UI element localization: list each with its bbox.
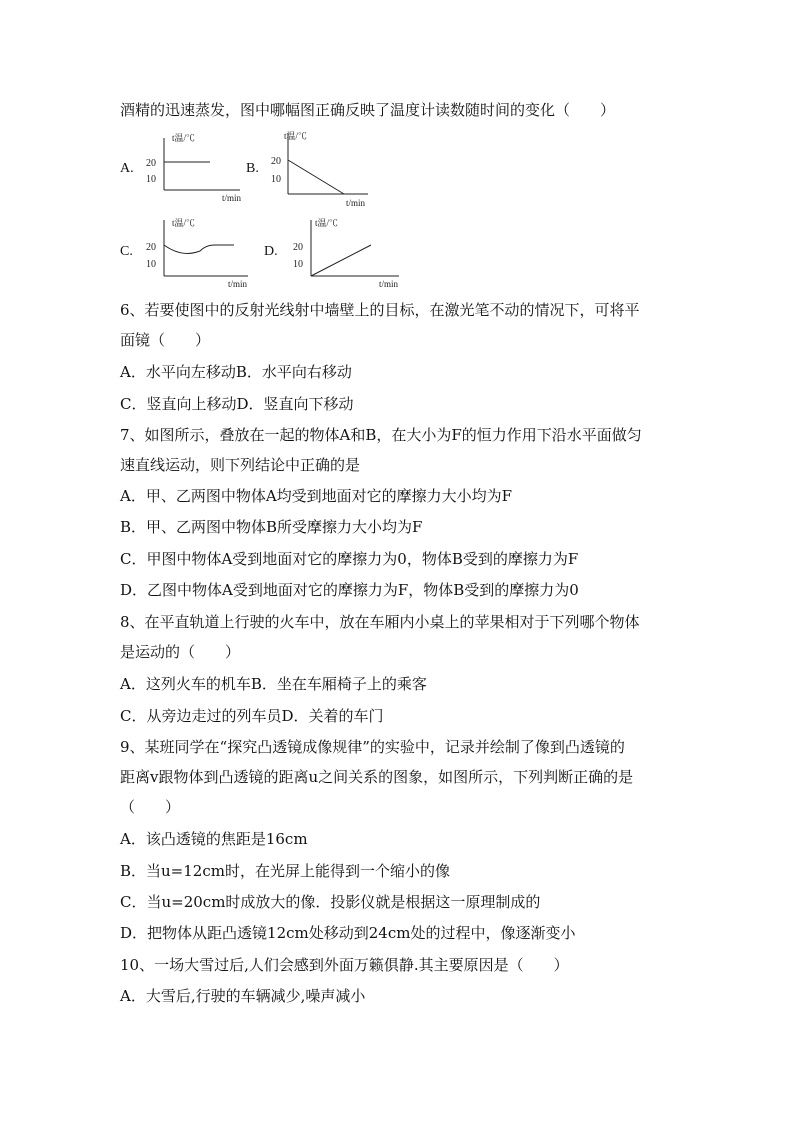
graph-c-tick-20: 20 (146, 242, 156, 253)
graph-c-xlabel: t/min (228, 279, 248, 289)
question-6-options-ab: A．水平向左移动B．水平向右移动 (120, 363, 352, 381)
option-c-letter: C. (120, 244, 133, 259)
question-5-stem: 酒精的迅速蒸发，图中哪幅图正确反映了温度计读数随时间的变化（ ） (120, 101, 616, 119)
question-7-option-b: B．甲、乙两图中物体B所受摩擦力大小均为F (120, 518, 423, 536)
graph-d-curve (311, 245, 371, 276)
question-7-line-2: 速直线运动，则下列结论中正确的是 (120, 456, 361, 474)
question-9-line-3: （ ） (120, 798, 181, 816)
graph-a-tick-20: 20 (146, 158, 156, 169)
question-9-line-1: 9、某班同学在“探究凸透镜成像规律”的实验中，记录并绘制了像到凸透镜的 (120, 738, 625, 756)
question-6-line-2: 面镜（ ） (120, 331, 211, 349)
question-8-line-1: 8、在平直轨道上行驶的火车中，放在车厢内小桌上的苹果相对于下列哪个物体 (120, 613, 640, 631)
graph-d-tick-10: 10 (293, 259, 303, 270)
question-9-line-2: 距离v跟物体到凸透镜的距离u之间关系的图象，如图所示，下列判断正确的是 (120, 768, 634, 786)
graph-d-xlabel: t/min (379, 279, 399, 289)
graph-c-tick-10: 10 (146, 259, 156, 270)
question-7-option-c: C．甲图中物体A受到地面对它的摩擦力为0，物体B受到的摩擦力为F (120, 550, 579, 568)
question-9-option-d: D．把物体从距凸透镜12cm处移动到24cm处的过程中，像逐渐变小 (120, 924, 576, 942)
option-a-letter: A. (120, 161, 134, 176)
question-7-option-a: A．甲、乙两图中物体A均受到地面对它的摩擦力大小均为F (120, 487, 513, 505)
option-d-letter: D. (264, 244, 278, 259)
graph-c-curve (164, 245, 234, 253)
question-10-line-1: 10、一场大雪过后,人们会感到外面万籁俱静.其主要原因是（ ） (120, 956, 569, 974)
question-8-options-cd: C．从旁边走过的列车员D．关着的车门 (120, 707, 384, 725)
question-7-option-d: D．乙图中物体A受到地面对它的摩擦力为F，物体B受到的摩擦力为0 (120, 581, 579, 599)
graph-c-ylabel: t温/℃ (172, 218, 196, 228)
graph-d (287, 214, 407, 289)
graph-a-ylabel: t温/℃ (172, 133, 196, 143)
question-9-option-b: B．当u=12cm时，在光屏上能得到一个缩小的像 (120, 862, 450, 880)
graph-b-xlabel: t/min (346, 198, 366, 208)
option-b-letter: B. (246, 161, 259, 176)
graph-a (140, 130, 250, 205)
graph-b-curve (288, 160, 344, 194)
question-10-option-a: A．大雪后,行驶的车辆减少,噪声减小 (120, 987, 366, 1005)
question-9-option-c: C．当u=20cm时成放大的像．投影仪就是根据这一原理制成的 (120, 893, 541, 911)
graph-a-xlabel: t/min (222, 193, 242, 203)
question-8-options-ab: A．这列火车的机车B．坐在车厢椅子上的乘客 (120, 675, 427, 693)
graph-d-tick-20: 20 (293, 242, 303, 253)
graph-a-tick-10: 10 (146, 174, 156, 185)
graph-b-ylabel: t温/℃ (284, 131, 308, 141)
question-8-line-2: 是运动的（ ） (120, 643, 241, 661)
question-7-line-1: 7、如图所示，叠放在一起的物体A和B，在大小为F的恒力作用下沿水平面做匀 (120, 426, 642, 444)
graph-b-tick-20: 20 (271, 156, 281, 167)
graph-b-tick-10: 10 (271, 174, 281, 185)
question-6-options-cd: C．竖直向上移动D．竖直向下移动 (120, 395, 354, 413)
question-9-option-a: A．该凸透镜的焦距是16cm (120, 830, 308, 848)
graph-b (268, 128, 378, 208)
graph-c (140, 214, 255, 289)
graph-d-ylabel: t温/℃ (315, 218, 339, 228)
question-6-line-1: 6、若要使图中的反射光线射中墙壁上的目标，在激光笔不动的情况下，可将平 (120, 301, 640, 319)
